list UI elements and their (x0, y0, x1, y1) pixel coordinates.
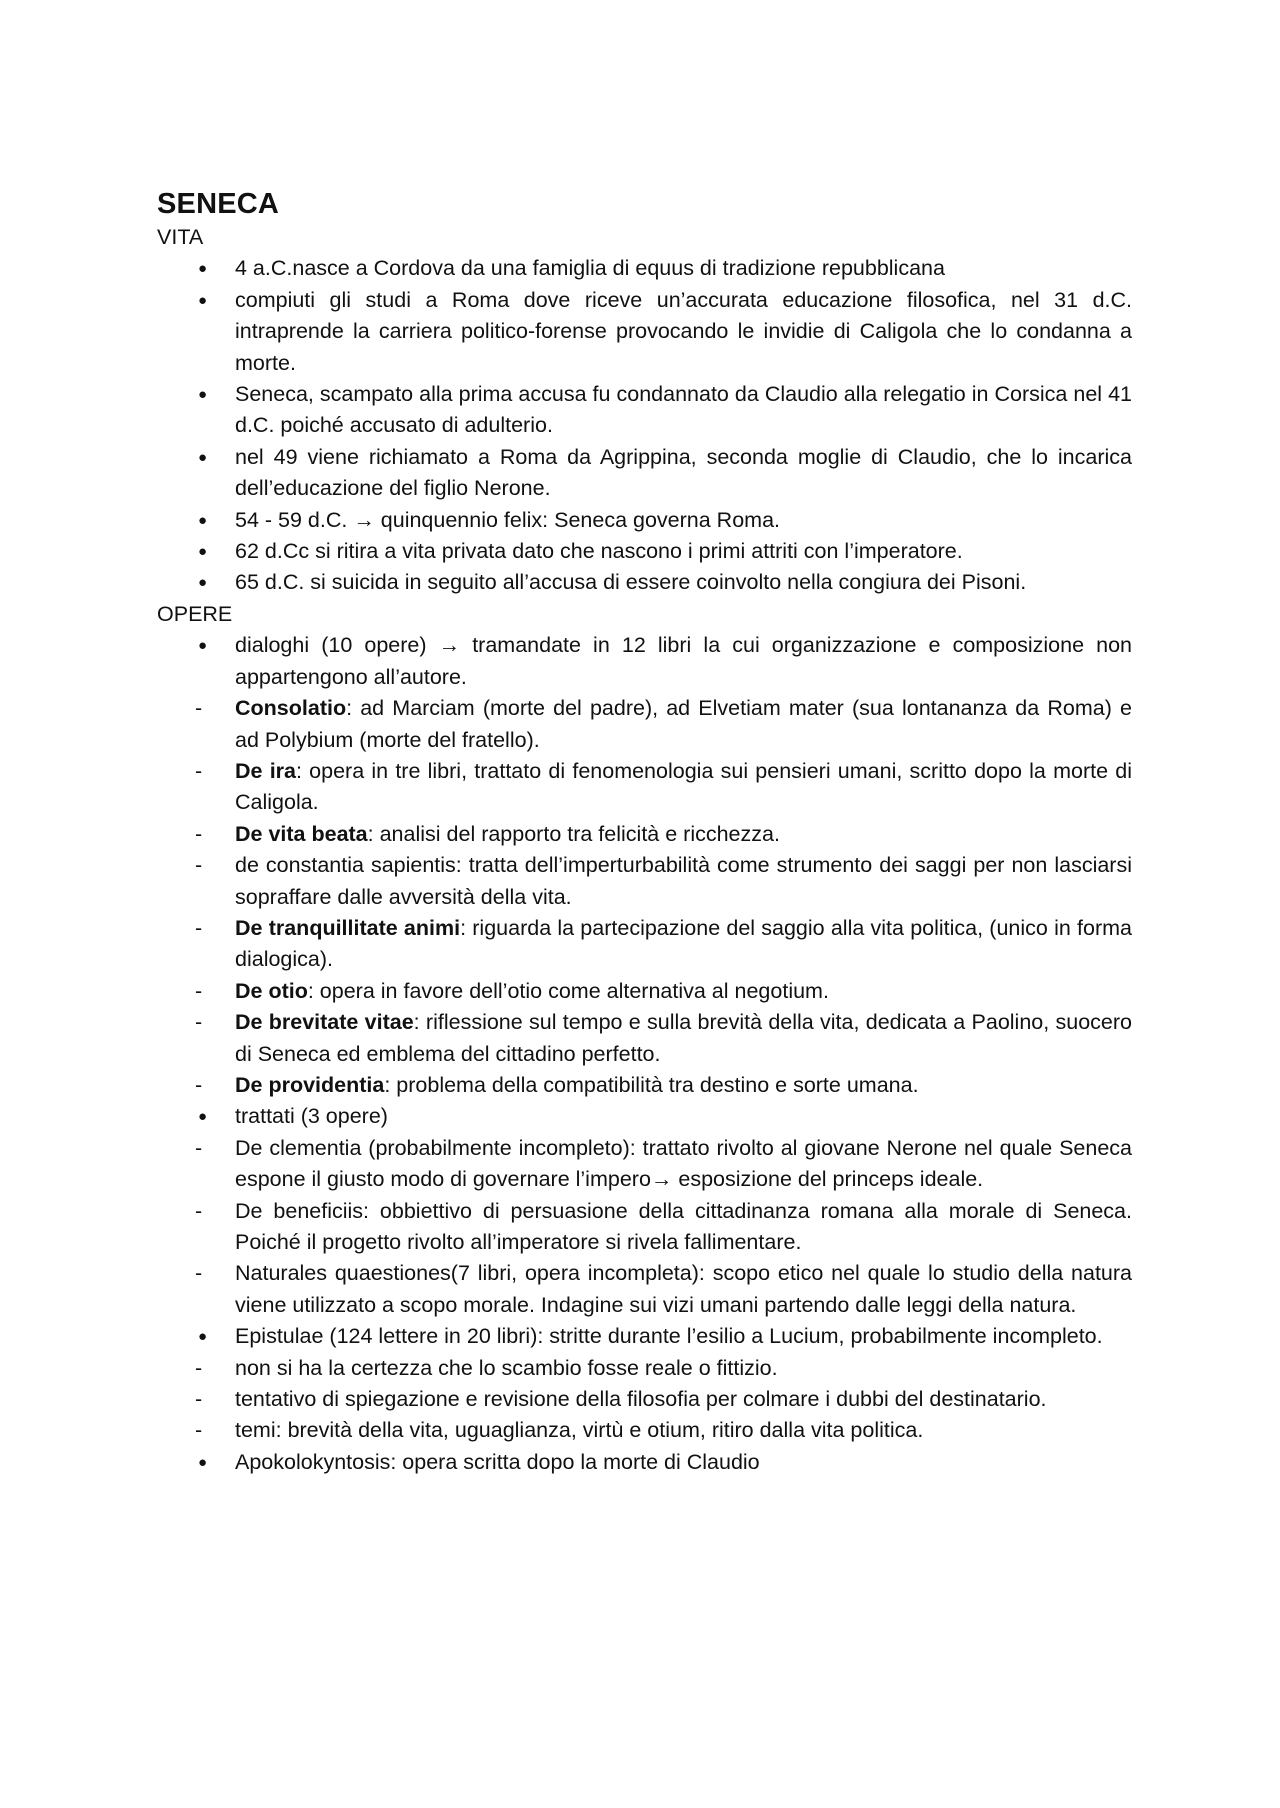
bullet-icon: ● (198, 1108, 208, 1126)
section-heading-opere: OPERE (157, 601, 233, 626)
opere-item-apokolokyntosis: ● Apokolokyntosis: opera scritta dopo la morte di Claudio (157, 1447, 1132, 1478)
dialoghi-subitem: - Consolatio: ad Marciam (morte del padre), ad Elvetiam mater (sua lontananza da Roma) e ad Polybium (morte del fratello). (157, 693, 1132, 756)
epistulae-subitem: - temi: brevità della vita, uguaglianza, virtù e otium, ritiro dalla vita politica. (157, 1415, 1132, 1446)
vita-item: ● 54 - 59 d.C. → quinquennio felix: Seneca governa Roma. (157, 505, 1132, 536)
dialoghi-subitem: - de constantia sapientis: tratta dell’imperturbabilità come strumento dei saggi per non lasciarsi sopraffare dalle avversità della vita. (157, 850, 1132, 913)
dash-marker: - (195, 1198, 203, 1223)
dash-marker: - (195, 915, 203, 940)
bullet-icon: ● (198, 574, 208, 592)
document-body (157, 186, 1132, 1478)
vita-list (157, 253, 1132, 598)
dash-marker: - (195, 1418, 203, 1443)
epistulae-sublist (157, 1353, 1132, 1447)
opere-item-trattati: ● trattati (3 opere) - De clementia (probabilmente incompleto): trattato rivolto al giovane Nerone nel quale Seneca espone il giusto modo di governare l’impero→ esposizione del princeps ideale. - De beneficiis: obbiettivo di persuasione della cittadinanza romana alla morale di Seneca. Poiché il progetto rivolto all’imperatore si rivela fallimentare. - Naturales quaestiones(7 libri, opera incompleta): scopo etico nel quale lo studio della natura viene utilizzato a scopo morale. Indagine sui vizi umani partendo dalle leggi della natura. (157, 1101, 1132, 1321)
vita-item: ● 65 d.C. si suicida in seguito all’accusa di essere coinvolto nella congiura dei Pisoni. (157, 567, 1132, 598)
bullet-icon: ● (198, 1453, 208, 1471)
dash-marker: - (195, 1072, 203, 1097)
bullet-icon: ● (198, 543, 208, 561)
bullet-icon: ● (198, 1328, 208, 1346)
bullet-icon: ● (198, 448, 208, 466)
epistulae-subitem: - tentativo di spiegazione e revisione della filosofia per colmare i dubbi del destinatario. (157, 1384, 1132, 1415)
opere-list (157, 630, 1132, 1478)
trattati-sublist (157, 1133, 1132, 1321)
dash-marker: - (195, 1355, 203, 1380)
dialoghi-sublist (157, 693, 1132, 1101)
opere-item-dialoghi: ● dialoghi (10 opere) → tramandate in 12 libri la cui organizzazione e composizione non appartengono all’autore. - Consolatio: ad Marciam (morte del padre), ad Elvetiam mater (sua lontananza da Roma) e ad Polybium (morte del fratello). - De ira: opera in tre libri, trattato di fenomenologia sui pensieri umani, scritto dopo la morte di Caligola. - De vita beata: analisi del rapporto tra felicità e ricchezza. - de constantia sapientis: tratta dell’imperturbabilità come strumento dei saggi per non lasciarsi sopraffare dalle avversità della vita. - De tranquillitate animi: riguarda la partecipazione del saggio alla vita politica, (unico in forma dialogica). - De otio: opera in favore dell’otio come alternativa al negotium. - De brevitate vitae: riflessione sul tempo e sulla brevità della vita, dedicata a Paolino, suocero di Seneca ed emblema del cittadino perfetto. - De providentia: problema della compatibilità tra destino e sorte umana. (157, 630, 1132, 1101)
dialoghi-subitem: - De ira: opera in tre libri, trattato di fenomenologia sui pensieri umani, scritto dopo la morte di Caligola. (157, 756, 1132, 819)
dialoghi-subitem: - De otio: opera in favore dell’otio come alternativa al negotium. (157, 976, 1132, 1007)
vita-item: ● 62 d.Cc si ritira a vita privata dato che nascono i primi attriti con l’imperatore. (157, 536, 1132, 567)
vita-item: ● nel 49 viene richiamato a Roma da Agrippina, seconda moglie di Claudio, che lo incarica dell’educazione del figlio Nerone. (157, 442, 1132, 505)
trattati-subitem: - De beneficiis: obbiettivo di persuasione della cittadinanza romana alla morale di Seneca. Poiché il progetto rivolto all’imperatore si rivela fallimentare. (157, 1196, 1132, 1259)
vita-item: ● compiuti gli studi a Roma dove riceve un’accurata educazione filosofica, nel 31 d.C. intraprende la carriera politico-forense provocando le invidie di Caligola che lo condanna a morte. (157, 285, 1132, 379)
section-heading-vita: VITA (157, 225, 204, 249)
bullet-icon: ● (198, 511, 208, 529)
bullet-icon: ● (198, 260, 208, 278)
dialoghi-subitem: - De providentia: problema della compatibilità tra destino e sorte umana. (157, 1070, 1132, 1101)
page-title: SENECA (157, 188, 280, 220)
dash-marker: - (195, 1010, 203, 1035)
dash-marker: - (195, 1135, 203, 1160)
dialoghi-subitem: - De tranquillitate animi: riguarda la partecipazione del saggio alla vita politica, (unico in forma dialogica). (157, 913, 1132, 976)
dash-marker: - (195, 853, 203, 878)
bullet-icon: ● (198, 637, 208, 655)
trattati-subitem: - Naturales quaestiones(7 libri, opera incompleta): scopo etico nel quale lo studio della natura viene utilizzato a scopo morale. Indagine sui vizi umani partendo dalle leggi della natura. (157, 1258, 1132, 1321)
dialoghi-subitem: - De vita beata: analisi del rapporto tra felicità e ricchezza. (157, 819, 1132, 850)
vita-item: ● 4 a.C.nasce a Cordova da una famiglia di equus di tradizione repubblicana (157, 253, 1132, 284)
dash-marker: - (195, 978, 203, 1003)
dash-marker: - (195, 1261, 203, 1286)
dialoghi-subitem: - De brevitate vitae: riflessione sul tempo e sulla brevità della vita, dedicata a Paolino, suocero di Seneca ed emblema del cittadino perfetto. (157, 1007, 1132, 1070)
dash-marker: - (195, 696, 203, 721)
bullet-icon: ● (198, 291, 208, 309)
bullet-icon: ● (198, 386, 208, 404)
opere-item-epistulae: ● Epistulae (124 lettere in 20 libri): stritte durante l’esilio a Lucium, probabilmente incompleto. - non si ha la certezza che lo scambio fosse reale o fittizio. - tentativo di spiegazione e revisione della filosofia per colmare i dubbi del destinatario. - temi: brevità della vita, uguaglianza, virtù e otium, ritiro dalla vita politica. (157, 1321, 1132, 1447)
dash-marker: - (195, 821, 203, 846)
dash-marker: - (195, 758, 203, 783)
trattati-subitem: - De clementia (probabilmente incompleto): trattato rivolto al giovane Nerone nel quale Seneca espone il giusto modo di governare l’impero→ esposizione del princeps ideale. (157, 1133, 1132, 1196)
dash-marker: - (195, 1387, 203, 1412)
vita-item: ● Seneca, scampato alla prima accusa fu condannato da Claudio alla relegatio in Corsica nel 41 d.C. poiché accusato di adulterio. (157, 379, 1132, 442)
epistulae-subitem: - non si ha la certezza che lo scambio fosse reale o fittizio. (157, 1353, 1132, 1384)
